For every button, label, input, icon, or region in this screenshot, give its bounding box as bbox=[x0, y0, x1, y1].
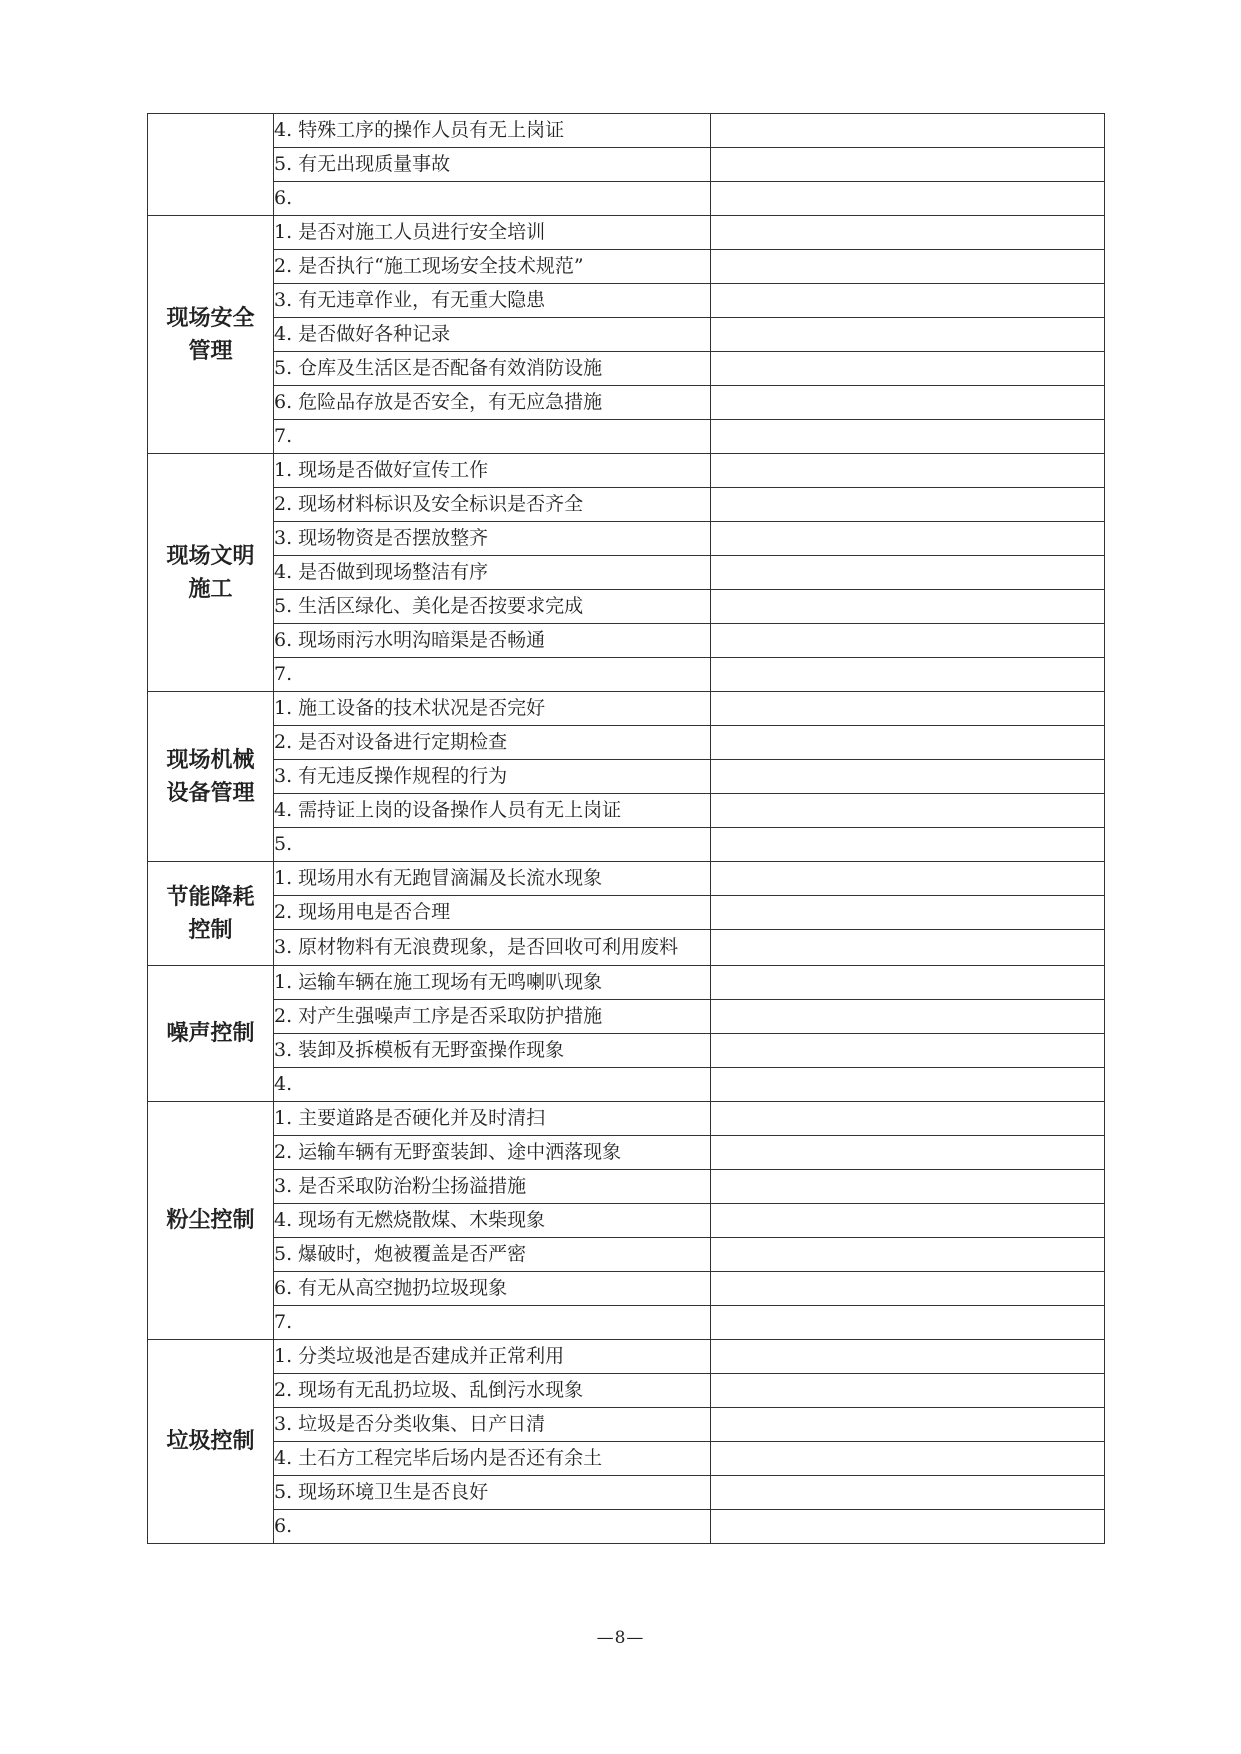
check-item: 3. 是否采取防治粉尘扬溢措施 bbox=[274, 1170, 711, 1204]
category-cell: 现场文明施工 bbox=[148, 454, 274, 692]
result-cell bbox=[711, 726, 1105, 760]
checklist-row bbox=[148, 1374, 1105, 1408]
check-item: 5. 仓库及生活区是否配备有效消防设施 bbox=[274, 352, 711, 386]
checklist-row bbox=[148, 726, 1105, 760]
checklist-row bbox=[148, 148, 1105, 182]
checklist-row bbox=[148, 386, 1105, 420]
check-item: 2. 现场材料标识及安全标识是否齐全 bbox=[274, 488, 711, 522]
check-item: 4. 土石方工程完毕后场内是否还有余土 bbox=[274, 1442, 711, 1476]
result-cell bbox=[711, 930, 1105, 966]
checklist-row bbox=[148, 1136, 1105, 1170]
result-cell bbox=[711, 216, 1105, 250]
checklist-row bbox=[148, 420, 1105, 454]
check-item: 6. 有无从高空抛扔垃圾现象 bbox=[274, 1272, 711, 1306]
checklist-row bbox=[148, 488, 1105, 522]
check-item: 2. 对产生强噪声工序是否采取防护措施 bbox=[274, 1000, 711, 1034]
checklist-body bbox=[148, 114, 1105, 1544]
result-cell bbox=[711, 1306, 1105, 1340]
result-cell bbox=[711, 1408, 1105, 1442]
result-cell bbox=[711, 692, 1105, 726]
check-item: 3. 装卸及拆模板有无野蛮操作现象 bbox=[274, 1034, 711, 1068]
check-item: 5. 有无出现质量事故 bbox=[274, 148, 711, 182]
checklist-row bbox=[148, 1204, 1105, 1238]
result-cell bbox=[711, 658, 1105, 692]
result-cell bbox=[711, 182, 1105, 216]
category-cell: 垃圾控制 bbox=[148, 1340, 274, 1544]
result-cell bbox=[711, 1136, 1105, 1170]
check-item: 1. 分类垃圾池是否建成并正常利用 bbox=[274, 1340, 711, 1374]
check-item: 6. bbox=[274, 182, 711, 216]
result-cell bbox=[711, 114, 1105, 148]
checklist-row bbox=[148, 930, 1105, 966]
result-cell bbox=[711, 1374, 1105, 1408]
result-cell bbox=[711, 1476, 1105, 1510]
checklist-row bbox=[148, 1476, 1105, 1510]
check-item: 6. 危险品存放是否安全，有无应急措施 bbox=[274, 386, 711, 420]
checklist-row bbox=[148, 1272, 1105, 1306]
result-cell bbox=[711, 318, 1105, 352]
result-cell bbox=[711, 624, 1105, 658]
checklist-row bbox=[148, 1408, 1105, 1442]
check-item: 1. 主要道路是否硬化并及时清扫 bbox=[274, 1102, 711, 1136]
check-item: 1. 施工设备的技术状况是否完好 bbox=[274, 692, 711, 726]
checklist-row bbox=[148, 658, 1105, 692]
checklist-row bbox=[148, 1306, 1105, 1340]
checklist-row bbox=[148, 216, 1105, 250]
check-item: 2. 运输车辆有无野蛮装卸、途中洒落现象 bbox=[274, 1136, 711, 1170]
result-cell bbox=[711, 1170, 1105, 1204]
result-cell bbox=[711, 828, 1105, 862]
check-item: 1. 运输车辆在施工现场有无鸣喇叭现象 bbox=[274, 966, 711, 1000]
result-cell bbox=[711, 1442, 1105, 1476]
page-number: —8— bbox=[596, 1628, 645, 1648]
check-item: 5. 现场环境卫生是否良好 bbox=[274, 1476, 711, 1510]
result-cell bbox=[711, 794, 1105, 828]
check-item: 2. 是否执行“施工现场安全技术规范” bbox=[274, 250, 711, 284]
checklist-row bbox=[148, 182, 1105, 216]
check-item: 1. 现场用水有无跑冒滴漏及长流水现象 bbox=[274, 862, 711, 896]
result-cell bbox=[711, 1272, 1105, 1306]
result-cell bbox=[711, 590, 1105, 624]
result-cell bbox=[711, 1238, 1105, 1272]
check-item: 7. bbox=[274, 420, 711, 454]
checklist-row bbox=[148, 1102, 1105, 1136]
result-cell bbox=[711, 454, 1105, 488]
check-item: 5. 爆破时，炮被覆盖是否严密 bbox=[274, 1238, 711, 1272]
checklist-row bbox=[148, 352, 1105, 386]
checklist-row bbox=[148, 250, 1105, 284]
category-cell: 现场机械设备管理 bbox=[148, 692, 274, 862]
checklist-row bbox=[148, 862, 1105, 896]
result-cell bbox=[711, 760, 1105, 794]
result-cell bbox=[711, 148, 1105, 182]
category-cell: 噪声控制 bbox=[148, 966, 274, 1102]
result-cell bbox=[711, 556, 1105, 590]
checklist-row bbox=[148, 318, 1105, 352]
category-cell: 现场安全管理 bbox=[148, 216, 274, 454]
checklist-row bbox=[148, 624, 1105, 658]
result-cell bbox=[711, 1510, 1105, 1544]
result-cell bbox=[711, 386, 1105, 420]
result-cell bbox=[711, 1000, 1105, 1034]
checklist-row bbox=[148, 1510, 1105, 1544]
checklist-row bbox=[148, 114, 1105, 148]
result-cell bbox=[711, 1340, 1105, 1374]
check-item: 3. 垃圾是否分类收集、日产日清 bbox=[274, 1408, 711, 1442]
check-item: 2. 现场有无乱扔垃圾、乱倒污水现象 bbox=[274, 1374, 711, 1408]
result-cell bbox=[711, 1034, 1105, 1068]
checklist-row bbox=[148, 794, 1105, 828]
checklist-row bbox=[148, 454, 1105, 488]
result-cell bbox=[711, 1068, 1105, 1102]
check-item: 4. bbox=[274, 1068, 711, 1102]
result-cell bbox=[711, 1204, 1105, 1238]
checklist-row bbox=[148, 966, 1105, 1000]
category-cell bbox=[148, 114, 274, 216]
result-cell bbox=[711, 488, 1105, 522]
check-item: 4. 特殊工序的操作人员有无上岗证 bbox=[274, 114, 711, 148]
result-cell bbox=[711, 522, 1105, 556]
checklist-row bbox=[148, 828, 1105, 862]
check-item: 3. 有无违章作业，有无重大隐患 bbox=[274, 284, 711, 318]
result-cell bbox=[711, 352, 1105, 386]
result-cell bbox=[711, 250, 1105, 284]
check-item: 1. 是否对施工人员进行安全培训 bbox=[274, 216, 711, 250]
checklist-row bbox=[148, 1068, 1105, 1102]
result-cell bbox=[711, 284, 1105, 318]
check-item: 1. 现场是否做好宣传工作 bbox=[274, 454, 711, 488]
result-cell bbox=[711, 966, 1105, 1000]
check-item: 7. bbox=[274, 658, 711, 692]
checklist-row bbox=[148, 522, 1105, 556]
check-item: 2. 现场用电是否合理 bbox=[274, 896, 711, 930]
category-cell: 粉尘控制 bbox=[148, 1102, 274, 1340]
checklist-row bbox=[148, 1442, 1105, 1476]
check-item: 5. bbox=[274, 828, 711, 862]
checklist-row bbox=[148, 692, 1105, 726]
check-item: 4. 是否做好各种记录 bbox=[274, 318, 711, 352]
check-item: 5. 生活区绿化、美化是否按要求完成 bbox=[274, 590, 711, 624]
inspection-checklist-table bbox=[147, 113, 1105, 1544]
check-item: 3. 原材物料有无浪费现象，是否回收可利用废料 bbox=[274, 930, 711, 966]
checklist-row bbox=[148, 284, 1105, 318]
result-cell bbox=[711, 896, 1105, 930]
check-item: 6. 现场雨污水明沟暗渠是否畅通 bbox=[274, 624, 711, 658]
checklist-row bbox=[148, 760, 1105, 794]
checklist-row bbox=[148, 1170, 1105, 1204]
check-item: 4. 现场有无燃烧散煤、木柴现象 bbox=[274, 1204, 711, 1238]
result-cell bbox=[711, 862, 1105, 896]
check-item: 4. 需持证上岗的设备操作人员有无上岗证 bbox=[274, 794, 711, 828]
result-cell bbox=[711, 1102, 1105, 1136]
check-item: 3. 现场物资是否摆放整齐 bbox=[274, 522, 711, 556]
check-item: 4. 是否做到现场整洁有序 bbox=[274, 556, 711, 590]
checklist-row bbox=[148, 590, 1105, 624]
checklist-row bbox=[148, 896, 1105, 930]
category-cell: 节能降耗控制 bbox=[148, 862, 274, 966]
check-item: 3. 有无违反操作规程的行为 bbox=[274, 760, 711, 794]
checklist-row bbox=[148, 1340, 1105, 1374]
checklist-row bbox=[148, 556, 1105, 590]
checklist-row bbox=[148, 1034, 1105, 1068]
result-cell bbox=[711, 420, 1105, 454]
check-item: 6. bbox=[274, 1510, 711, 1544]
checklist-row bbox=[148, 1000, 1105, 1034]
check-item: 2. 是否对设备进行定期检查 bbox=[274, 726, 711, 760]
check-item: 7. bbox=[274, 1306, 711, 1340]
checklist-row bbox=[148, 1238, 1105, 1272]
